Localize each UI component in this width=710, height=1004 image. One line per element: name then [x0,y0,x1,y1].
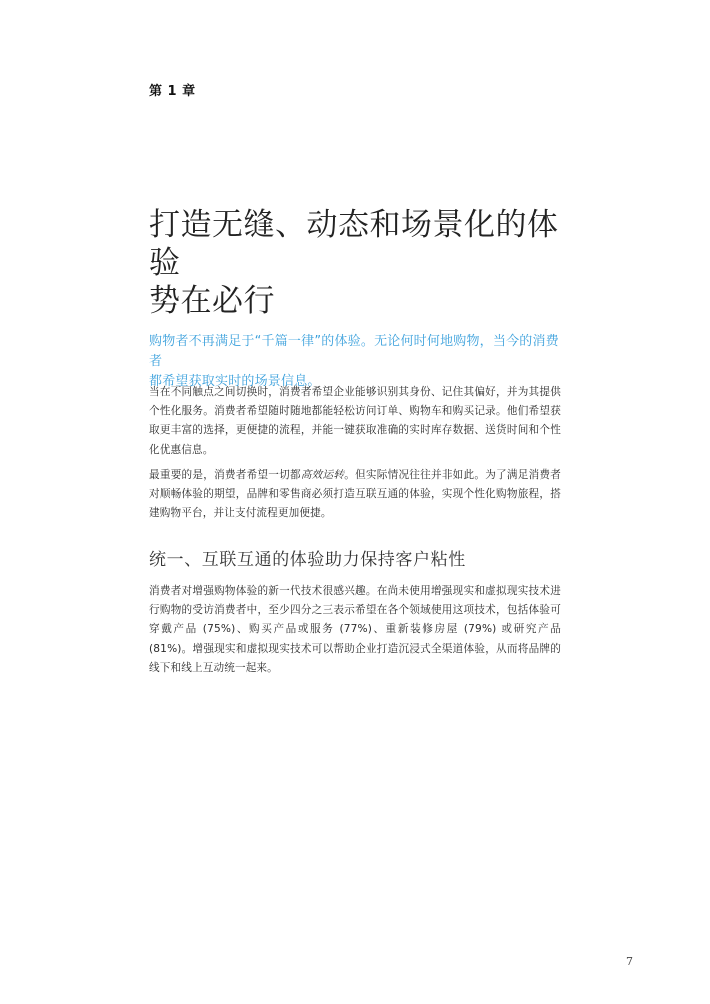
body-paragraph-2 [149,466,561,524]
paragraph-2-emphasis: 高效运转 [300,469,345,481]
section-heading: 统一、互联互通的体验助力保持客户粘性 [149,550,466,570]
page-title [149,206,579,320]
body-paragraph-1: 当在不同触点之间切换时，消费者希望企业能够识别其身份、记住其偏好，并为其提供个性化服务。消费者希望随时随地都能轻松访问订单、购物车和购买记录。他们希望获取更丰富的选择，更便捷的流程，并能一键获取准确的实时库存数据、送货时间和个性化优惠信息。 [149,386,561,456]
chapter-label: 第 1 章 [149,84,196,99]
lead-line-1: 购物者不再满足于“千篇一律”的体验。无论何时何地购物，当今的消费者 [149,334,559,369]
paragraph-2-text-before: 最重要的是，消费者希望一切都 [149,469,301,481]
body-paragraph-3: 消费者对增强购物体验的新一代技术很感兴趣。在尚未使用增强现实和虚拟现实技术进行购物的受访消费者中，至少四分之三表示希望在各个领域使用这项技术，包括体验可穿戴产品 (75%)、购买产品或服务 (77%)、重新装修房屋 (79%) 或研究产品 (81%)。增强现实和虚拟现实技术可以帮助企业打造沉浸式全渠道体验，从而将品牌的线下和线上互动统一起来。 [149,585,561,674]
title-line-2: 势在必行 [149,283,275,319]
lead-line-2: 都希望获取实时的场景信息。 [149,374,321,389]
page-number: 7 [626,955,633,968]
paragraph-2-text-after: 。但实际情况往往并非如此。为了满足消费者对顺畅体验的期望，品牌和零售商必须打造互联互通的体验，实现个性化购物旅程，搭建购物平台，并让支付流程更加便捷。 [149,469,562,520]
title-line-1: 打造无缝、动态和场景化的体验 [149,207,559,281]
